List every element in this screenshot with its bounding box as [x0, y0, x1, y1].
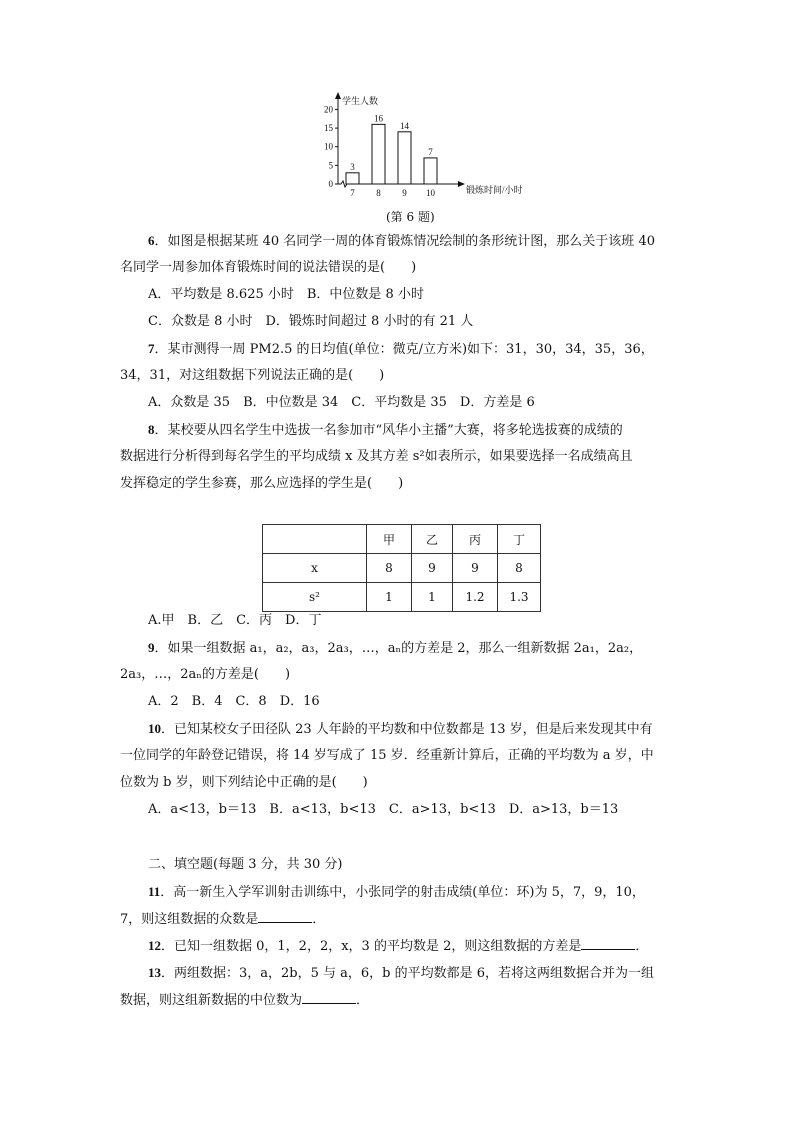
table-cell: 1.3	[498, 583, 541, 612]
y-tick-label: 20	[324, 104, 333, 115]
q12-line-1	[148, 937, 648, 956]
chart-bars	[346, 113, 437, 198]
bar-value-label: 7	[428, 146, 433, 157]
table-header-cell: 丁	[498, 525, 541, 554]
q7-text-1: ．某市测得一周 PM2.5 的日均值(单位：微克/立方米)如下：31，30，34，35，36，	[154, 342, 654, 357]
q8-line-1	[148, 421, 623, 440]
q10-line-3: 位数为 b 岁，则下列结论中正确的是( )	[120, 775, 368, 790]
y-tick-label: 10	[324, 141, 333, 152]
table-header-cell: 丙	[453, 525, 498, 554]
y-axis-arrow	[335, 92, 341, 99]
table-header-cell: 甲	[367, 525, 412, 554]
q7-number: 7	[148, 341, 155, 356]
table-cell: 1.2	[453, 583, 498, 612]
q12-number: 12	[148, 938, 161, 953]
q13-line-2	[120, 991, 369, 1010]
answer-blank[interactable]	[581, 937, 635, 950]
bar	[398, 132, 411, 184]
q13-text-2: 数据，则这组新数据的中位数为	[120, 993, 303, 1008]
table-cell: 8	[498, 554, 541, 583]
table-header-row	[263, 525, 541, 554]
q9-options: A．2 B．4 C．8 D．16	[148, 694, 320, 709]
q10-options: A．a<13，b＝13 B．a<13，b<13 C．a>13，b<13 D．a>13，b＝13	[148, 802, 619, 817]
bar-chart	[310, 88, 523, 206]
x-tick-label: 9	[402, 188, 407, 198]
q6-options-cd: C．众数是 8 小时 D．锻炼时间超过 8 小时的有 21 人	[148, 314, 474, 329]
q6-text-1: ．如图是根据某班 40 名同学一周的体育锻炼情况绘制的条形统计图，那么关于该班 40	[154, 234, 655, 249]
q9-line-1	[148, 639, 642, 658]
table-cell: 8	[367, 554, 412, 583]
y-tick-label: 15	[324, 123, 333, 134]
bar-value-label: 3	[350, 161, 355, 172]
q8-line-2: 数据进行分析得到每名学生的平均成绩 x 及其方差 s²如表所示，如果要选择一名成绩高且	[120, 449, 633, 464]
table-cell: 9	[412, 554, 453, 583]
table-cell: 1	[367, 583, 412, 612]
y-tick-label: 0	[328, 179, 333, 189]
q8-line-3: 发挥稳定的学生参赛，那么应选择的学生是( )	[120, 476, 404, 491]
bar	[424, 158, 437, 184]
x-tick-label: 10	[426, 188, 435, 198]
q13-text-1: ．两组数据：3，a，2b，5 与 a，6，b 的平均数都是 6，若将这两组数据合并为一组	[161, 966, 655, 981]
table-header-cell: 乙	[412, 525, 453, 554]
q13-line-1	[148, 964, 654, 983]
q10-text-1: ．已知某校女子田径队 23 人年龄的平均数和中位数都是 13 岁，但是后来发现其中有	[161, 722, 653, 737]
q8-options: A.甲 B．乙 C．丙 D．丁	[148, 613, 322, 628]
table-row-label: s²	[263, 583, 367, 612]
q6-line-1	[148, 232, 655, 251]
q8-number: 8	[148, 422, 155, 437]
q13-number: 13	[148, 965, 161, 980]
q7-line-2: 34，31，对这组数据下列说法正确的是( )	[120, 368, 385, 383]
bar-value-label: 16	[374, 113, 383, 124]
q11-text-1: ．高一新生入学军训射击训练中，小张同学的射击成绩(单位：环)为 5，7，9，10，	[160, 885, 645, 900]
bar	[372, 124, 385, 184]
q11-end: ．	[312, 912, 326, 927]
x-tick-label: 7	[350, 188, 355, 198]
q12-end: ．	[635, 939, 649, 954]
y-tick-label: 5	[328, 160, 333, 171]
q8-text-1: ．某校要从四名学生中选拔一名参加市“风华小主播”大赛，将多轮选拔赛的成绩的	[154, 423, 623, 438]
figure-caption: (第 6 题)	[386, 210, 435, 224]
table-cell: 9	[453, 554, 498, 583]
q7-line-1	[148, 340, 654, 359]
q11-line-2	[120, 910, 325, 929]
q11-text-2: 7，则这组数据的众数是	[120, 912, 259, 927]
table-cell: 1	[412, 583, 453, 612]
q9-line-2: 2a₃，…，2aₙ的方差是( )	[120, 667, 291, 682]
table-row-label: x	[263, 554, 367, 583]
bar	[346, 173, 359, 184]
q11-number: 11	[148, 884, 161, 899]
q11-line-1	[148, 883, 645, 902]
q9-number: 9	[148, 640, 155, 655]
table-row	[263, 554, 541, 583]
q10-number: 10	[148, 721, 161, 736]
q6-options-ab: A．平均数是 8.625 小时 B．中位数是 8 小时	[148, 287, 424, 302]
x-axis-arrow	[458, 181, 465, 187]
q6-number: 6	[148, 233, 155, 248]
q10-line-2: 一位同学的年龄登记错误，将 14 岁写成了 15 岁．经重新计算后，正确的平均数为 a 岁，中	[120, 748, 654, 763]
q7-options: A．众数是 35 B．中位数是 34 C．平均数是 35 D．方差是 6	[148, 395, 535, 410]
score-table	[262, 524, 541, 612]
q12-text-1: ．已知一组数据 0，1，2，2，x，3 的平均数是 2，则这组数据的方差是	[161, 939, 582, 954]
table-row	[263, 583, 541, 612]
q9-text-1: ．如果一组数据 a₁，a₂，a₃，2a₃，…，aₙ的方差是 2，那么一组新数据 2a₁，2a₂，	[154, 641, 643, 656]
q10-line-1	[148, 720, 653, 739]
q6-line-2: 名同学一周参加体育锻炼时间的说法错误的是( )	[120, 260, 417, 275]
bar-value-label: 14	[400, 120, 409, 131]
y-axis-title: 学生人数	[342, 96, 379, 106]
answer-blank[interactable]	[258, 910, 312, 923]
answer-blank[interactable]	[302, 991, 356, 1004]
table-cell	[263, 525, 367, 554]
x-tick-label: 8	[376, 188, 381, 198]
x-axis-title: 锻炼时间/小时	[466, 185, 523, 195]
q13-end: ．	[356, 993, 370, 1008]
section-2-title: 二、填空题(每题 3 分，共 30 分)	[148, 857, 343, 872]
